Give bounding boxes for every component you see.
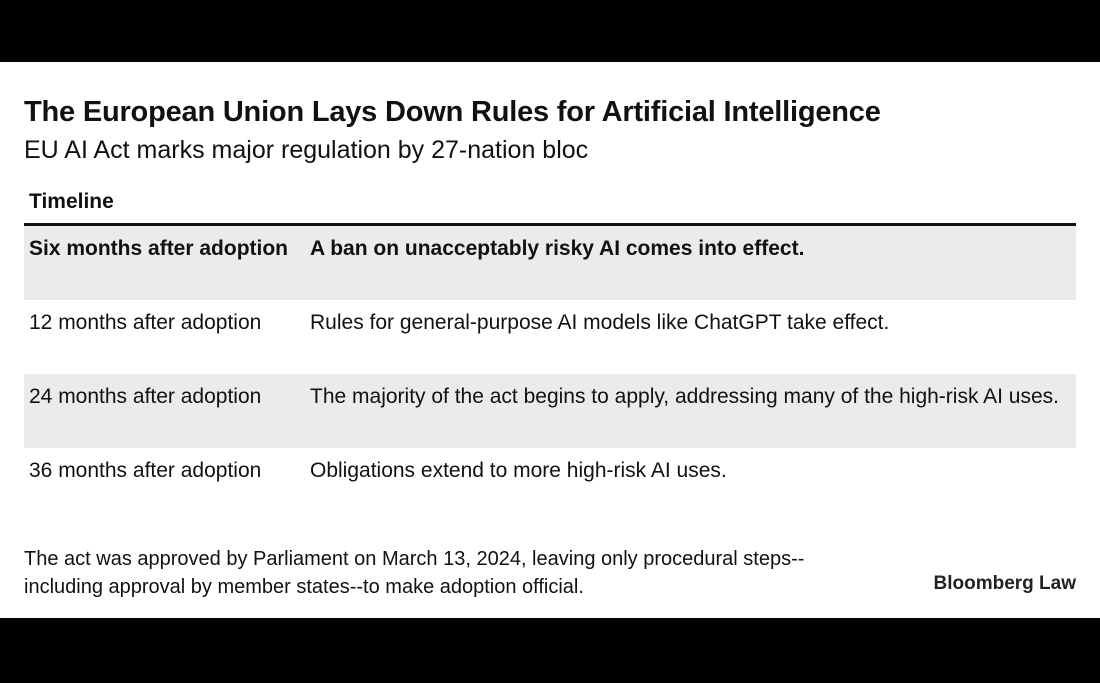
- table-row: [24, 448, 1076, 522]
- chart-card: [0, 62, 1100, 618]
- source-credit: Bloomberg Law: [933, 573, 1076, 594]
- row-event: A ban on unacceptably risky AI comes into effect.: [310, 237, 805, 260]
- footnote: The act was approved by Parliament on March 13, 2024, leaving only procedural steps--including approval by member states--to make adoption official.: [24, 548, 805, 598]
- row-event: The majority of the act begins to apply, addressing many of the high-risk AI uses.: [310, 385, 1059, 408]
- row-event: Obligations extend to more high-risk AI uses.: [310, 459, 727, 482]
- table-row: [24, 300, 1076, 374]
- chart-title: The European Union Lays Down Rules for Artificial Intelligence: [24, 96, 881, 128]
- row-time: Six months after adoption: [29, 237, 289, 260]
- row-time: 36 months after adoption: [29, 459, 262, 482]
- row-time: 12 months after adoption: [29, 311, 262, 334]
- row-event: Rules for general-purpose AI models like ChatGPT take effect.: [310, 311, 890, 334]
- table-row: [24, 226, 1076, 300]
- table-column-header: Timeline: [24, 186, 1076, 226]
- row-time: 24 months after adoption: [29, 385, 262, 408]
- timeline-table: [24, 186, 1076, 522]
- chart-subtitle: EU AI Act marks major regulation by 27-nation bloc: [24, 136, 589, 164]
- table-row: [24, 374, 1076, 448]
